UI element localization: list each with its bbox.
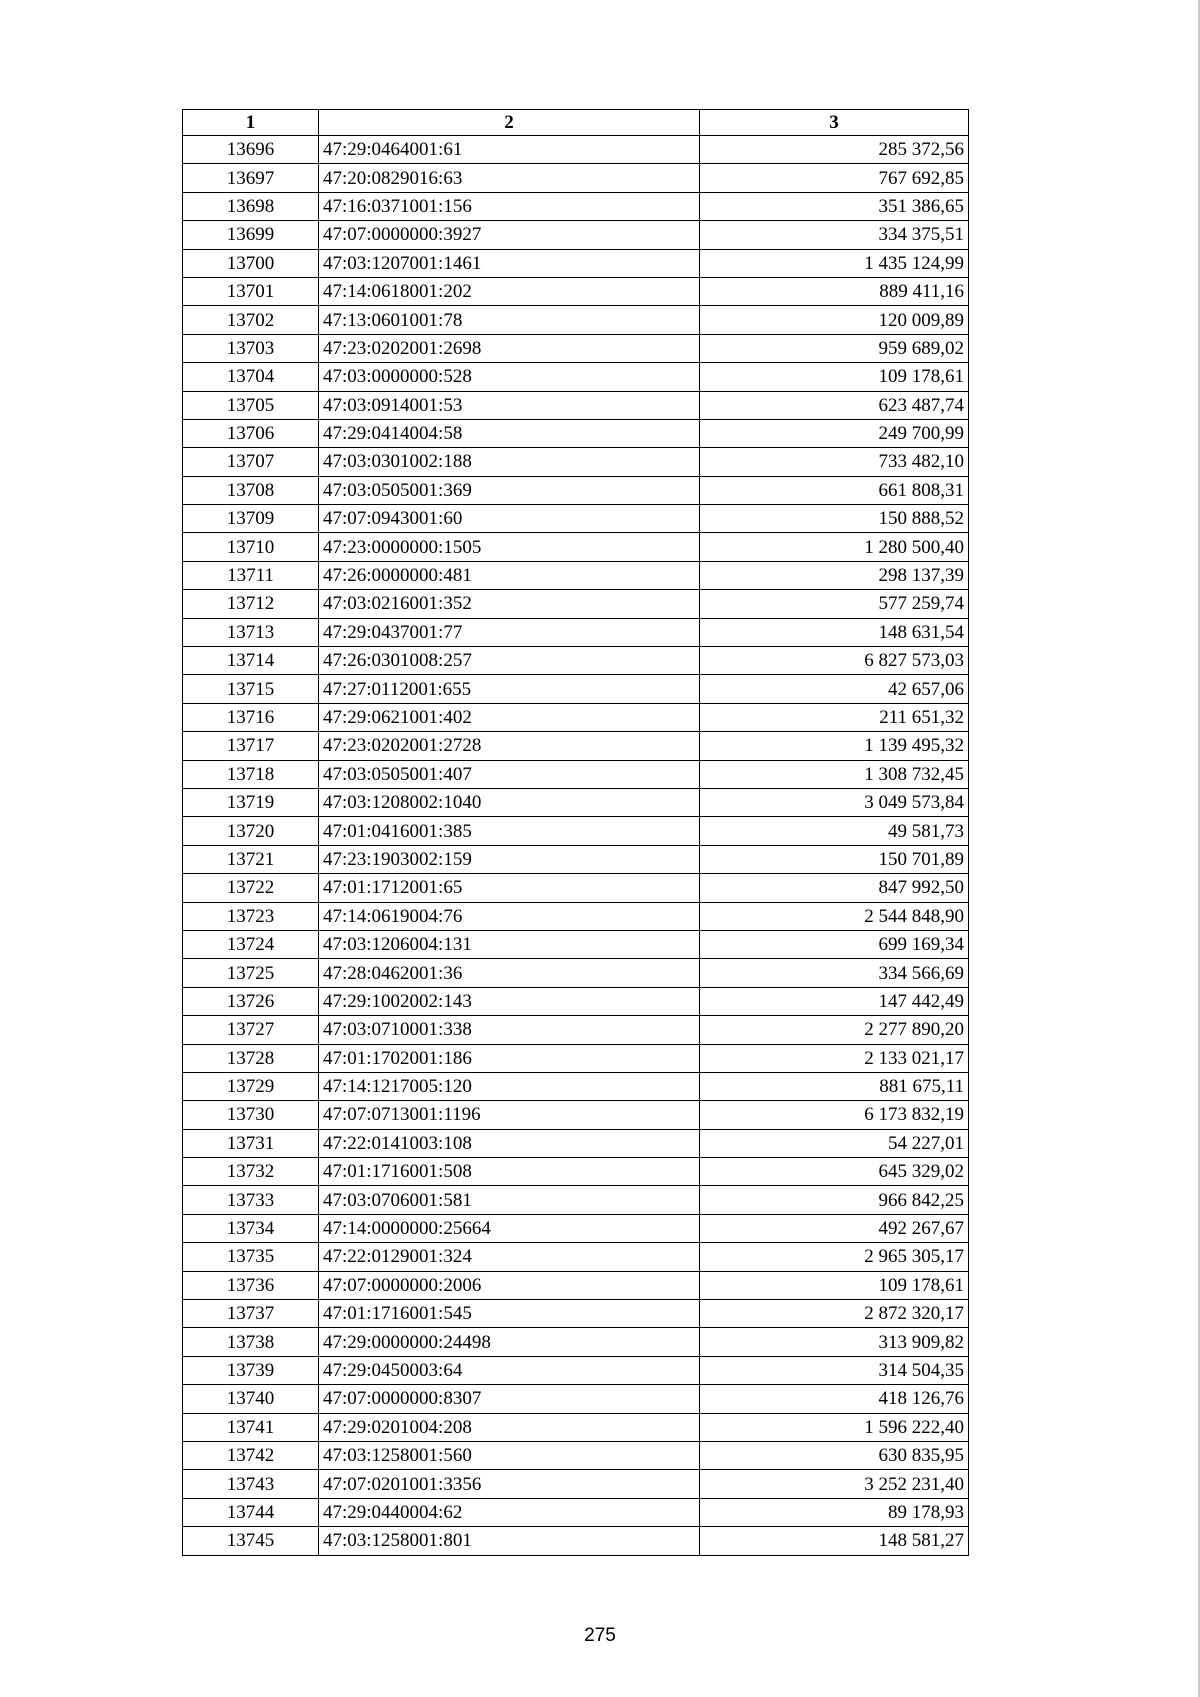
table-row: [183, 1243, 969, 1271]
value-cell: 150 888,52: [700, 505, 969, 533]
value-cell: 54 227,01: [700, 1129, 969, 1157]
column-header-1: 1: [183, 110, 319, 136]
row-number-cell: 13724: [183, 930, 319, 958]
row-number-cell: 13743: [183, 1470, 319, 1498]
value-cell: 2 544 848,90: [700, 902, 969, 930]
row-number-cell: 13716: [183, 703, 319, 731]
row-number-cell: 13711: [183, 561, 319, 589]
row-number-cell: 13703: [183, 334, 319, 362]
cadastral-number-cell: 47:22:0129001:324: [319, 1243, 700, 1271]
value-cell: 6 827 573,03: [700, 647, 969, 675]
table-row: [183, 334, 969, 362]
cadastral-number-cell: 47:23:0202001:2698: [319, 334, 700, 362]
cadastral-number-cell: 47:14:0619004:76: [319, 902, 700, 930]
cadastral-number-cell: 47:01:1716001:508: [319, 1158, 700, 1186]
row-number-cell: 13742: [183, 1441, 319, 1469]
row-number-cell: 13702: [183, 306, 319, 334]
table-row: [183, 1129, 969, 1157]
cadastral-number-cell: 47:13:0601001:78: [319, 306, 700, 334]
value-cell: 148 581,27: [700, 1527, 969, 1555]
cadastral-number-cell: 47:29:0201004:208: [319, 1413, 700, 1441]
data-table: [182, 109, 969, 1556]
table-row: [183, 930, 969, 958]
cadastral-number-cell: 47:29:0414004:58: [319, 419, 700, 447]
cadastral-number-cell: 47:26:0301008:257: [319, 647, 700, 675]
header-row: [183, 110, 969, 136]
value-cell: 577 259,74: [700, 590, 969, 618]
row-number-cell: 13717: [183, 732, 319, 760]
table-row: [183, 703, 969, 731]
value-cell: 285 372,56: [700, 136, 969, 164]
value-cell: 889 411,16: [700, 277, 969, 305]
cadastral-number-cell: 47:03:0505001:369: [319, 476, 700, 504]
table-header: [183, 110, 969, 136]
column-header-2: 2: [319, 110, 700, 136]
cadastral-number-cell: 47:07:0713001:1196: [319, 1101, 700, 1129]
table-row: [183, 987, 969, 1015]
cadastral-number-cell: 47:03:0000000:528: [319, 363, 700, 391]
cadastral-number-cell: 47:29:0437001:77: [319, 618, 700, 646]
value-cell: 959 689,02: [700, 334, 969, 362]
table-row: [183, 561, 969, 589]
cadastral-number-cell: 47:07:0000000:2006: [319, 1271, 700, 1299]
value-cell: 733 482,10: [700, 448, 969, 476]
table-row: [183, 618, 969, 646]
cadastral-number-cell: 47:28:0462001:36: [319, 959, 700, 987]
row-number-cell: 13700: [183, 249, 319, 277]
value-cell: 148 631,54: [700, 618, 969, 646]
row-number-cell: 13721: [183, 845, 319, 873]
cadastral-number-cell: 47:03:1207001:1461: [319, 249, 700, 277]
table-row: [183, 533, 969, 561]
value-cell: 2 277 890,20: [700, 1016, 969, 1044]
row-number-cell: 13705: [183, 391, 319, 419]
cadastral-number-cell: 47:03:0301002:188: [319, 448, 700, 476]
row-number-cell: 13704: [183, 363, 319, 391]
cadastral-number-cell: 47:16:0371001:156: [319, 192, 700, 220]
table-row: [183, 306, 969, 334]
cadastral-number-cell: 47:27:0112001:655: [319, 675, 700, 703]
row-number-cell: 13707: [183, 448, 319, 476]
table-row: [183, 1016, 969, 1044]
value-cell: 334 566,69: [700, 959, 969, 987]
cadastral-number-cell: 47:20:0829016:63: [319, 164, 700, 192]
value-cell: 492 267,67: [700, 1214, 969, 1242]
row-number-cell: 13709: [183, 505, 319, 533]
cadastral-number-cell: 47:01:1702001:186: [319, 1044, 700, 1072]
table-row: [183, 476, 969, 504]
cadastral-number-cell: 47:03:1258001:801: [319, 1527, 700, 1555]
value-cell: 351 386,65: [700, 192, 969, 220]
value-cell: 661 808,31: [700, 476, 969, 504]
page-number: 275: [584, 1625, 616, 1646]
cadastral-number-cell: 47:07:0000000:8307: [319, 1385, 700, 1413]
value-cell: 109 178,61: [700, 1271, 969, 1299]
value-cell: 334 375,51: [700, 221, 969, 249]
row-number-cell: 13722: [183, 874, 319, 902]
cadastral-number-cell: 47:03:0505001:407: [319, 760, 700, 788]
table-row: [183, 732, 969, 760]
table-row: [183, 1044, 969, 1072]
table-row: [183, 1413, 969, 1441]
table-row: [183, 1356, 969, 1384]
table-row: [183, 590, 969, 618]
row-number-cell: 13739: [183, 1356, 319, 1384]
value-cell: 2 133 021,17: [700, 1044, 969, 1072]
cadastral-number-cell: 47:01:0416001:385: [319, 817, 700, 845]
cadastral-number-cell: 47:03:0216001:352: [319, 590, 700, 618]
row-number-cell: 13712: [183, 590, 319, 618]
row-number-cell: 13736: [183, 1271, 319, 1299]
row-number-cell: 13740: [183, 1385, 319, 1413]
table-row: [183, 1385, 969, 1413]
cadastral-number-cell: 47:26:0000000:481: [319, 561, 700, 589]
value-cell: 1 596 222,40: [700, 1413, 969, 1441]
cadastral-number-cell: 47:01:1712001:65: [319, 874, 700, 902]
row-number-cell: 13715: [183, 675, 319, 703]
table-row: [183, 845, 969, 873]
value-cell: 1 308 732,45: [700, 760, 969, 788]
row-number-cell: 13727: [183, 1016, 319, 1044]
table-row: [183, 1300, 969, 1328]
value-cell: 1 280 500,40: [700, 533, 969, 561]
cadastral-number-cell: 47:29:1002002:143: [319, 987, 700, 1015]
cadastral-number-cell: 47:23:1903002:159: [319, 845, 700, 873]
table-row: [183, 505, 969, 533]
value-cell: 211 651,32: [700, 703, 969, 731]
row-number-cell: 13734: [183, 1214, 319, 1242]
column-header-3: 3: [700, 110, 969, 136]
cadastral-number-cell: 47:14:0000000:25664: [319, 1214, 700, 1242]
table-row: [183, 1271, 969, 1299]
cadastral-number-cell: 47:29:0464001:61: [319, 136, 700, 164]
value-cell: 89 178,93: [700, 1498, 969, 1526]
row-number-cell: 13745: [183, 1527, 319, 1555]
cadastral-number-cell: 47:29:0440004:62: [319, 1498, 700, 1526]
table-row: [183, 647, 969, 675]
cadastral-number-cell: 47:22:0141003:108: [319, 1129, 700, 1157]
value-cell: 623 487,74: [700, 391, 969, 419]
value-cell: 314 504,35: [700, 1356, 969, 1384]
table-row: [183, 1214, 969, 1242]
table-row: [183, 1101, 969, 1129]
cadastral-number-cell: 47:03:1208002:1040: [319, 788, 700, 816]
value-cell: 1 139 495,32: [700, 732, 969, 760]
row-number-cell: 13710: [183, 533, 319, 561]
row-number-cell: 13737: [183, 1300, 319, 1328]
value-cell: 147 442,49: [700, 987, 969, 1015]
table-row: [183, 959, 969, 987]
value-cell: 1 435 124,99: [700, 249, 969, 277]
table-row: [183, 277, 969, 305]
cadastral-number-cell: 47:07:0943001:60: [319, 505, 700, 533]
table-row: [183, 760, 969, 788]
value-cell: 2 872 320,17: [700, 1300, 969, 1328]
row-number-cell: 13718: [183, 760, 319, 788]
table-row: [183, 1470, 969, 1498]
value-cell: 418 126,76: [700, 1385, 969, 1413]
value-cell: 42 657,06: [700, 675, 969, 703]
cadastral-number-cell: 47:03:1206004:131: [319, 930, 700, 958]
table-row: [183, 874, 969, 902]
value-cell: 109 178,61: [700, 363, 969, 391]
value-cell: 881 675,11: [700, 1072, 969, 1100]
row-number-cell: 13744: [183, 1498, 319, 1526]
row-number-cell: 13697: [183, 164, 319, 192]
cadastral-number-cell: 47:29:0000000:24498: [319, 1328, 700, 1356]
cadastral-number-cell: 47:03:0914001:53: [319, 391, 700, 419]
row-number-cell: 13741: [183, 1413, 319, 1441]
table-row: [183, 1072, 969, 1100]
table-row: [183, 136, 969, 164]
row-number-cell: 13714: [183, 647, 319, 675]
value-cell: 150 701,89: [700, 845, 969, 873]
value-cell: 699 169,34: [700, 930, 969, 958]
row-number-cell: 13728: [183, 1044, 319, 1072]
row-number-cell: 13708: [183, 476, 319, 504]
row-number-cell: 13725: [183, 959, 319, 987]
table-row: [183, 675, 969, 703]
row-number-cell: 13698: [183, 192, 319, 220]
row-number-cell: 13713: [183, 618, 319, 646]
value-cell: 3 252 231,40: [700, 1470, 969, 1498]
row-number-cell: 13723: [183, 902, 319, 930]
row-number-cell: 13726: [183, 987, 319, 1015]
table-body: [183, 136, 969, 1556]
table-row: [183, 1158, 969, 1186]
value-cell: 49 581,73: [700, 817, 969, 845]
table-row: [183, 249, 969, 277]
value-cell: 645 329,02: [700, 1158, 969, 1186]
value-cell: 3 049 573,84: [700, 788, 969, 816]
value-cell: 847 992,50: [700, 874, 969, 902]
row-number-cell: 13719: [183, 788, 319, 816]
value-cell: 767 692,85: [700, 164, 969, 192]
row-number-cell: 13696: [183, 136, 319, 164]
value-cell: 313 909,82: [700, 1328, 969, 1356]
cadastral-number-cell: 47:07:0201001:3356: [319, 1470, 700, 1498]
row-number-cell: 13731: [183, 1129, 319, 1157]
value-cell: 630 835,95: [700, 1441, 969, 1469]
table-row: [183, 419, 969, 447]
table-row: [183, 1527, 969, 1555]
table-row: [183, 391, 969, 419]
row-number-cell: 13701: [183, 277, 319, 305]
cadastral-number-cell: 47:14:1217005:120: [319, 1072, 700, 1100]
cadastral-number-cell: 47:07:0000000:3927: [319, 221, 700, 249]
table-row: [183, 221, 969, 249]
value-cell: 6 173 832,19: [700, 1101, 969, 1129]
table-row: [183, 363, 969, 391]
row-number-cell: 13733: [183, 1186, 319, 1214]
value-cell: 966 842,25: [700, 1186, 969, 1214]
table-row: [183, 1441, 969, 1469]
table-row: [183, 1186, 969, 1214]
cadastral-number-cell: 47:23:0202001:2728: [319, 732, 700, 760]
cadastral-number-cell: 47:29:0621001:402: [319, 703, 700, 731]
value-cell: 249 700,99: [700, 419, 969, 447]
cadastral-number-cell: 47:23:0000000:1505: [319, 533, 700, 561]
row-number-cell: 13699: [183, 221, 319, 249]
value-cell: 120 009,89: [700, 306, 969, 334]
table-row: [183, 192, 969, 220]
row-number-cell: 13738: [183, 1328, 319, 1356]
table-row: [183, 788, 969, 816]
cadastral-number-cell: 47:03:0706001:581: [319, 1186, 700, 1214]
table-row: [183, 902, 969, 930]
cadastral-number-cell: 47:14:0618001:202: [319, 277, 700, 305]
value-cell: 298 137,39: [700, 561, 969, 589]
cadastral-number-cell: 47:01:1716001:545: [319, 1300, 700, 1328]
cadastral-number-cell: 47:03:0710001:338: [319, 1016, 700, 1044]
row-number-cell: 13729: [183, 1072, 319, 1100]
table-row: [183, 448, 969, 476]
table-row: [183, 817, 969, 845]
row-number-cell: 13735: [183, 1243, 319, 1271]
cadastral-number-cell: 47:03:1258001:560: [319, 1441, 700, 1469]
row-number-cell: 13706: [183, 419, 319, 447]
value-cell: 2 965 305,17: [700, 1243, 969, 1271]
row-number-cell: 13732: [183, 1158, 319, 1186]
table-row: [183, 1498, 969, 1526]
row-number-cell: 13730: [183, 1101, 319, 1129]
table-row: [183, 1328, 969, 1356]
cadastral-number-cell: 47:29:0450003:64: [319, 1356, 700, 1384]
row-number-cell: 13720: [183, 817, 319, 845]
table-row: [183, 164, 969, 192]
